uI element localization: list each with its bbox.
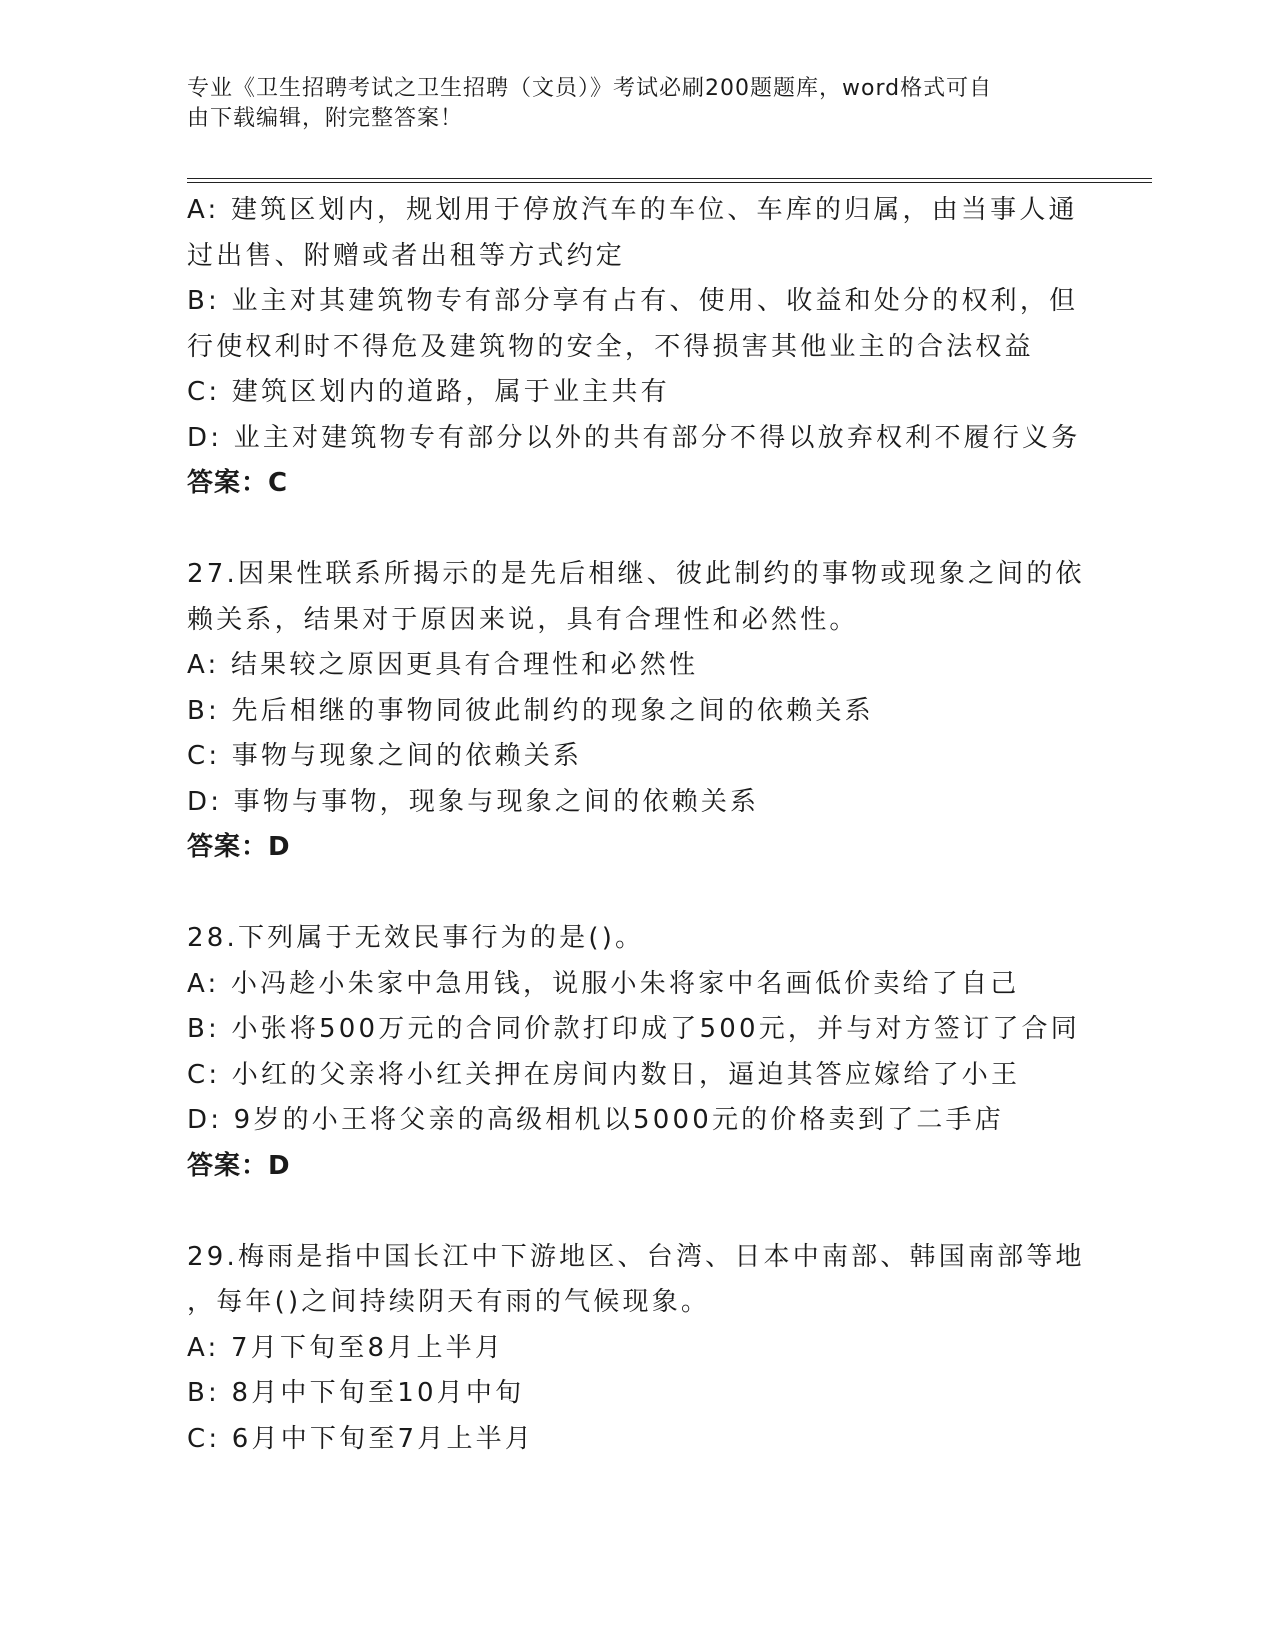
option-b: B: 小张将500万元的合同价款打印成了500元，并与对方签订了合同 bbox=[187, 1014, 1080, 1044]
option-d: D: 事物与事物，现象与现象之间的依赖关系 bbox=[187, 786, 760, 817]
option-a: A: 小冯趁小朱家中急用钱，说服小朱将家中名画低价卖给了自己 bbox=[187, 968, 1020, 999]
question-29 bbox=[187, 1235, 1087, 1463]
option-c: C: 建筑区划内的道路，属于业主共有 bbox=[187, 377, 670, 407]
question-stem-line-2: ，每年()之间持续阴天有雨的气候现象。 bbox=[187, 1287, 711, 1317]
option-c: C: 小红的父亲将小红关押在房间内数日，逼迫其答应嫁给了小王 bbox=[187, 1059, 1021, 1090]
option-a: A: 结果较之原因更具有合理性和必然性 bbox=[187, 650, 699, 680]
question-28 bbox=[187, 916, 1087, 1189]
option-b: B: 先后相继的事物同彼此制约的现象之间的依赖关系 bbox=[187, 695, 874, 726]
question-stem-line-2: 赖关系，结果对于原因来说，具有合理性和必然性。 bbox=[187, 604, 859, 635]
option-a-line-1: A: 建筑区划内，规划用于停放汽车的车位、车库的归属，由当事人通 bbox=[187, 195, 1078, 225]
answer: 答案：C bbox=[187, 468, 289, 498]
question-content bbox=[187, 188, 1087, 1462]
option-d: D: 业主对建筑物专有部分以外的共有部分不得以放弃权利不履行义务 bbox=[187, 422, 1081, 453]
question-26 bbox=[187, 188, 1087, 507]
header-title-line-2: 由下载编辑，附完整答案！ bbox=[187, 106, 464, 131]
question-stem-line-1: 29.梅雨是指中国长江中下游地区、台湾、日本中南部、韩国南部等地 bbox=[187, 1241, 1085, 1272]
option-b-line-2: 行使权利时不得危及建筑物的安全，不得损害其他业主的合法权益 bbox=[187, 331, 1034, 362]
option-a-line-2: 过出售、附赠或者出租等方式约定 bbox=[187, 240, 626, 271]
spacer bbox=[187, 871, 1087, 917]
option-c: C: 事物与现象之间的依赖关系 bbox=[187, 741, 583, 771]
header-divider bbox=[187, 178, 1152, 179]
spacer bbox=[187, 1189, 1087, 1235]
header-divider-thin bbox=[187, 182, 1152, 183]
option-b-line-1: B: 业主对其建筑物专有部分享有占有、使用、收益和处分的权利，但 bbox=[187, 286, 1079, 316]
question-stem: 28.下列属于无效民事行为的是()。 bbox=[187, 923, 645, 953]
page-header bbox=[187, 74, 1067, 134]
answer: 答案：D bbox=[187, 1150, 291, 1181]
option-a: A: 7月下旬至8月上半月 bbox=[187, 1332, 505, 1363]
option-c: C: 6月中下旬至7月上半月 bbox=[187, 1423, 535, 1454]
header-title-line-1: 专业《卫生招聘考试之卫生招聘（文员）》考试必刷200题题库，word格式可自 bbox=[187, 76, 993, 101]
option-d: D: 9岁的小王将父亲的高级相机以5000元的价格卖到了二手店 bbox=[187, 1105, 1004, 1135]
spacer bbox=[187, 507, 1087, 553]
option-b: B: 8月中下旬至10月中旬 bbox=[187, 1378, 525, 1408]
question-27 bbox=[187, 552, 1087, 871]
answer: 答案：D bbox=[187, 832, 291, 862]
question-stem-line-1: 27.因果性联系所揭示的是先后相继、彼此制约的事物或现象之间的依 bbox=[187, 559, 1085, 589]
